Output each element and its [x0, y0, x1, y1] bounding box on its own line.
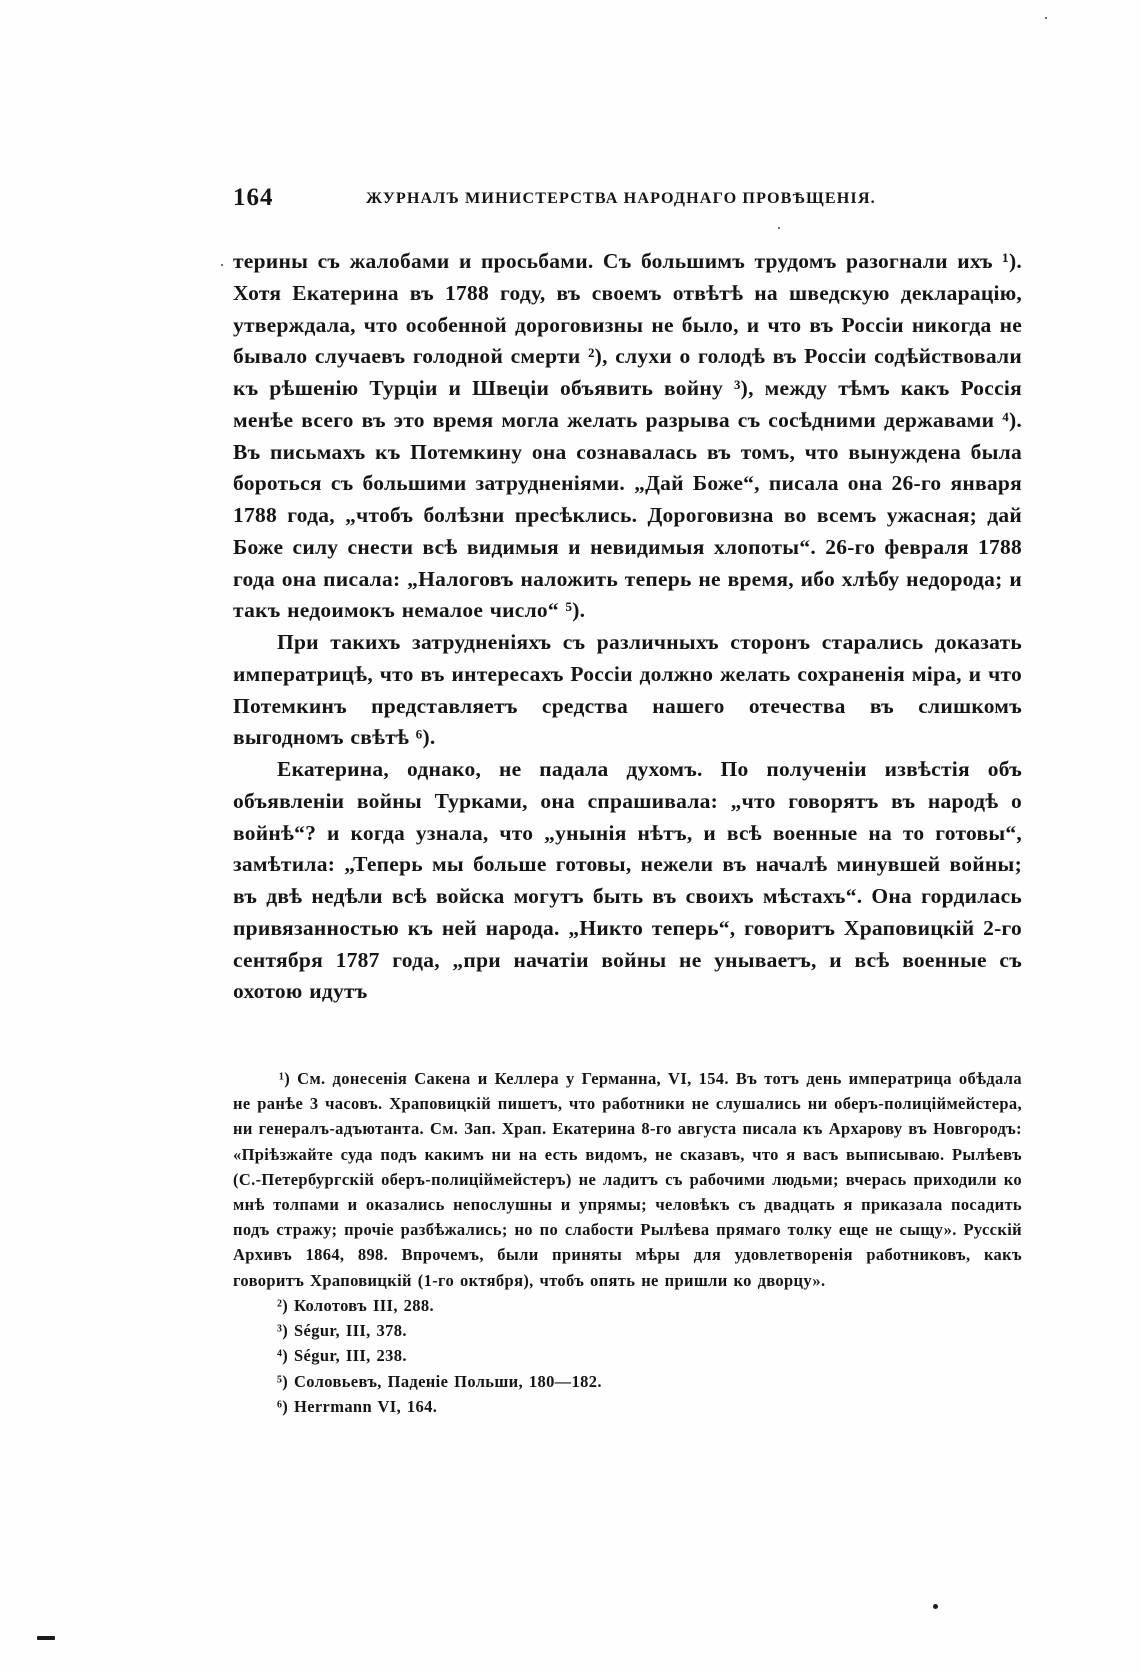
footnote-6: ⁶) Herrmann VI, 164. [277, 1397, 438, 1417]
scan-speck [778, 227, 780, 229]
page-header [233, 184, 893, 214]
footnotes [233, 1066, 1022, 1419]
footnote-1: ¹) См. донесенія Сакена и Келлера у Германна, VI, 154. Въ тотъ день императрица обѣдала не ранѣе 3 часовъ. Храповицкій пишетъ, что работники не слушались ни оберъ-полиціймейстера, ни генералъ-адъютанта. См. Зап. Храп. Екатерина 8-го августа писала къ Архарову въ Новгородъ: «Пріѣзжайте суда подъ какимъ ни на есть видомъ, не сказавъ, что я васъ выписываю. Рылѣевъ (С.-Петербургскій оберъ-полиціймейстеръ) не ладитъ съ рабочими людьми; вчерась приходили ко мнѣ толпами и оказались непослушны и упрямы; человѣкъ съ двадцать я приказала посадить подъ стражу; прочіе разбѣжались; но по слабости Рылѣева прямаго толку еще не сыщу». Русскій Архивъ 1864, 898. Впрочемъ, были приняты мѣры для удовлетворенія работниковъ, какъ говоритъ Храповицкій (1-го октября), чтобъ опять не пришли ко дворцу». [233, 1069, 1022, 1290]
footnote-2: ²) Колотовъ III, 288. [277, 1295, 434, 1315]
paragraph-3: Екатерина, однако, не падала духомъ. По полученіи извѣстія объ объявленіи войны Турками, она спрашивала: „что говорятъ въ народѣ о войнѣ“? и когда узнала, что „унынія нѣтъ, и всѣ военные на то готовы“, замѣтила: „Теперь мы больше готовы, нежели въ началѣ минувшей войны; въ двѣ недѣли всѣ войска могутъ быть въ своихъ мѣстахъ“. Она гордилась привязанностью къ ней народа. „Никто теперь“, говоритъ Храповицкій 2-го сентября 1787 года, „при начатіи войны не унываетъ, и всѣ военные съ охотою идутъ [233, 757, 1022, 1004]
scan-dash-mark [37, 1636, 55, 1640]
paragraph-2: При такихъ затрудненіяхъ съ различныхъ сторонъ старались доказать императрицѣ, что въ интересахъ Россіи должно желать сохраненія міра, и что Потемкинъ представляетъ средства нашего отечества въ слишкомъ выгодномъ свѣтѣ ⁶). [233, 630, 1022, 750]
running-title: ЖУРНАЛЪ МИНИСТЕРСТВА НАРОДНАГО ПРОВѢЩЕНІЯ. [366, 190, 876, 207]
page-number: 164 [233, 184, 274, 211]
scan-dot-mark [933, 1604, 938, 1609]
footnote-3: ³) Ségur, III, 378. [277, 1321, 407, 1341]
footnote-5: ⁵) Соловьевъ, Паденіе Польши, 180—182. [277, 1371, 602, 1391]
scan-speck [221, 264, 223, 266]
footnote-4: ⁴) Ségur, III, 238. [277, 1346, 407, 1366]
main-text [233, 246, 1022, 1008]
scan-speck [1045, 17, 1047, 19]
paragraph-1: терины съ жалобами и просьбами. Съ большимъ трудомъ разогнали ихъ ¹). Хотя Екатерина въ 1788 году, въ своемъ отвѣтѣ на шведскую декларацію, утверждала, что особенной дороговизны не было, и что въ Россіи никогда не бывало случаевъ голодной смерти ²), слухи о голодѣ въ Россіи содѣйствовали къ рѣшенію Турціи и Швеціи объявить войну ³), между тѣмъ какъ Россія менѣе всего въ это время могла желать разрыва съ сосѣдними державами ⁴). Въ письмахъ къ Потемкину она сознавалась въ томъ, что вынуждена была бороться съ большими затрудненіями. „Дай Боже“, писала она 26-го января 1788 года, „чтобъ болѣзни пресѣклись. Дороговизна во всемъ ужасная; дай Боже силу снести всѣ видимыя и невидимыя хлопоты“. 26-го февраля 1788 года она писала: „Налоговъ наложить теперь не время, ибо хлѣбу недорода; и такъ недоимокъ немалое число“ ⁵). [233, 249, 1022, 623]
